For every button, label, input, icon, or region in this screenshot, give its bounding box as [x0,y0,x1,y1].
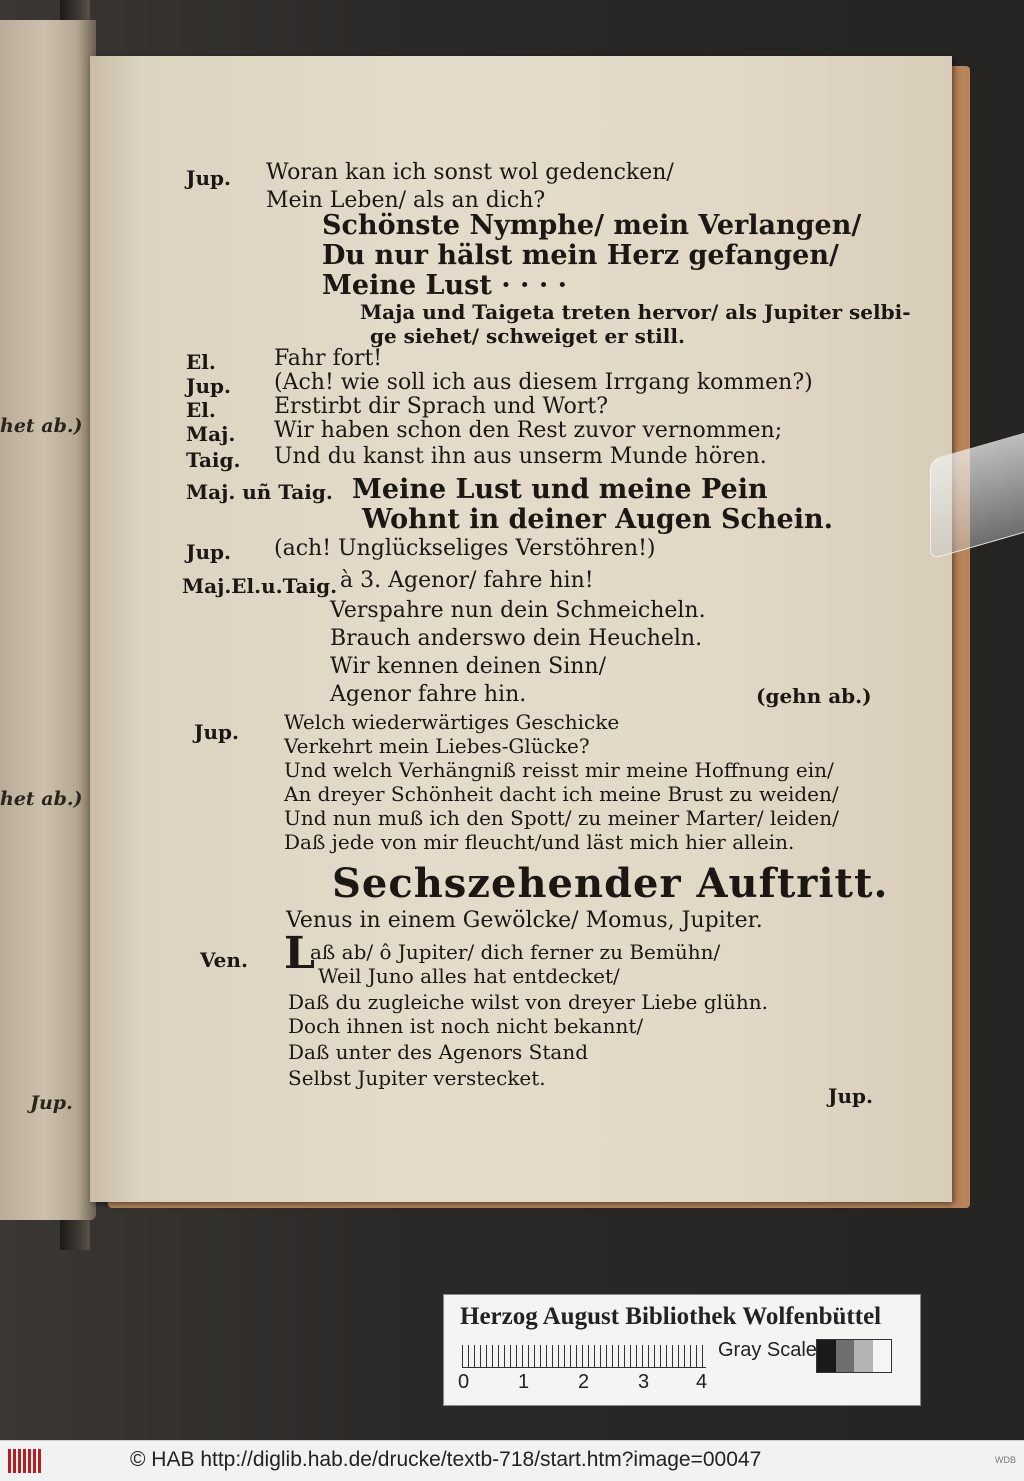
verse-line: (ach! Unglückseliges Verstöhren!) [274,536,656,561]
stage-direction: ge siehet/ schweiget er still. [370,324,685,348]
left-page-edge [0,20,96,1220]
gray-patch [854,1340,873,1372]
speaker-label: Jup. [186,540,231,564]
speaker-label: Taig. [186,448,241,472]
speaker-label: El. [186,398,216,422]
speaker-label: El. [186,350,216,374]
verse-line: Daß du zugleiche wilst von dreyer Liebe glühn. [288,990,768,1014]
ruler-number: 2 [578,1371,590,1393]
catchword: Jup. [828,1084,873,1108]
verse-line: Agenor fahre hin. [330,682,527,707]
verse-line: Und welch Verhängniß reisst mir meine Hoffnung ein/ [284,758,834,782]
verse-line: Meine Lust · · · · [322,270,568,301]
verse-line: Und du kanst ihn aus unserm Munde hören. [274,444,767,469]
ruler-number: 3 [638,1371,650,1393]
ruler-number: 4 [696,1371,708,1393]
footer-bar [0,1440,1024,1481]
speaker-label: Jup. [194,720,239,744]
gray-patch [836,1340,855,1372]
verse-line: Daß unter des Agenors Stand [288,1040,589,1064]
speaker-label: Maj.El.u.Taig. [182,574,338,598]
verse-line: Du nur hälst mein Herz gefangen/ [322,240,839,271]
speaker-label: Maj. uñ Taig. [186,480,333,504]
gray-scale-swatch [816,1339,892,1373]
left-page-fragment: het ab.) [0,415,83,437]
verse-line: Fahr fort! [274,346,383,371]
left-page-fragment: het ab.) [0,788,83,810]
verse-line: Woran kan ich sonst wol gedencken/ [266,160,674,185]
scene-cast: Venus in einem Gewölcke/ Momus, Jupiter. [286,908,763,933]
speaker-label: Ven. [200,948,248,972]
stage-direction: Maja und Taigeta treten hervor/ als Jupiter selbi- [360,300,911,324]
verse-line: Welch wiederwärtiges Geschicke [284,710,620,734]
verse-line: Schönste Nymphe/ mein Verlangen/ [322,210,862,241]
verse-line: Meine Lust und meine Pein [352,474,768,505]
initial-letter: L [284,928,315,979]
verse-line: Verspahre nun dein Schmeicheln. [330,598,706,623]
stage-direction: (gehn ab.) [756,684,872,708]
speaker-label: Jup. [186,166,231,190]
library-name: Herzog August Bibliothek Wolfenbüttel [460,1303,882,1330]
verse-line: Wir haben schon den Rest zuvor vernommen; [274,418,783,443]
verse-line: Verkehrt mein Liebes-Glücke? [284,734,590,758]
gray-patch [873,1340,892,1372]
verse-line: Wir kennen deinen Sinn/ [330,654,606,679]
verse-line: Wohnt in deiner Augen Schein. [362,504,833,535]
verse-line: à 3. Agenor/ fahre hin! [340,568,594,593]
document-page [90,56,952,1202]
verse-line: Mein Leben/ als an dich? [266,188,546,213]
verse-line: Brauch anderswo dein Heucheln. [330,626,703,651]
color-scale-card [443,1294,921,1406]
copyright-url[interactable]: © HAB http://diglib.hab.de/drucke/textb-718/start.htm?image=00047 [130,1448,762,1471]
gray-patch [817,1340,836,1372]
verse-line: Erstirbt dir Sprach und Wort? [274,394,609,419]
speaker-label: Maj. [186,422,236,446]
verse-line: Und nun muß ich den Spott/ zu meiner Marter/ leiden/ [284,806,839,830]
measurement-ruler [462,1345,706,1368]
verse-line: Weil Juno alles hat entdecket/ [318,964,620,988]
scene-heading: Sechszehender Auftritt. [332,860,889,907]
verse-line: aß ab/ ô Jupiter/ dich ferner zu Bemühn/ [310,940,721,964]
verse-line: (Ach! wie soll ich aus diesem Irrgang kommen?) [274,370,813,395]
verse-line: Daß jede von mir fleucht/und läst mich hier allein. [284,830,795,854]
ruler-number: 1 [518,1371,530,1393]
hab-logo-icon [8,1449,42,1473]
ruler-number: 0 [458,1371,470,1393]
left-page-fragment: Jup. [30,1092,73,1114]
wdb-mark: WDB [995,1455,1016,1465]
verse-line: An dreyer Schönheit dacht ich meine Brust zu weiden/ [284,782,839,806]
verse-line: Selbst Jupiter verstecket. [288,1066,546,1090]
gray-scale-label: Gray Scale [718,1339,817,1361]
speaker-label: Jup. [186,374,231,398]
verse-line: Doch ihnen ist noch nicht bekannt/ [288,1014,644,1038]
